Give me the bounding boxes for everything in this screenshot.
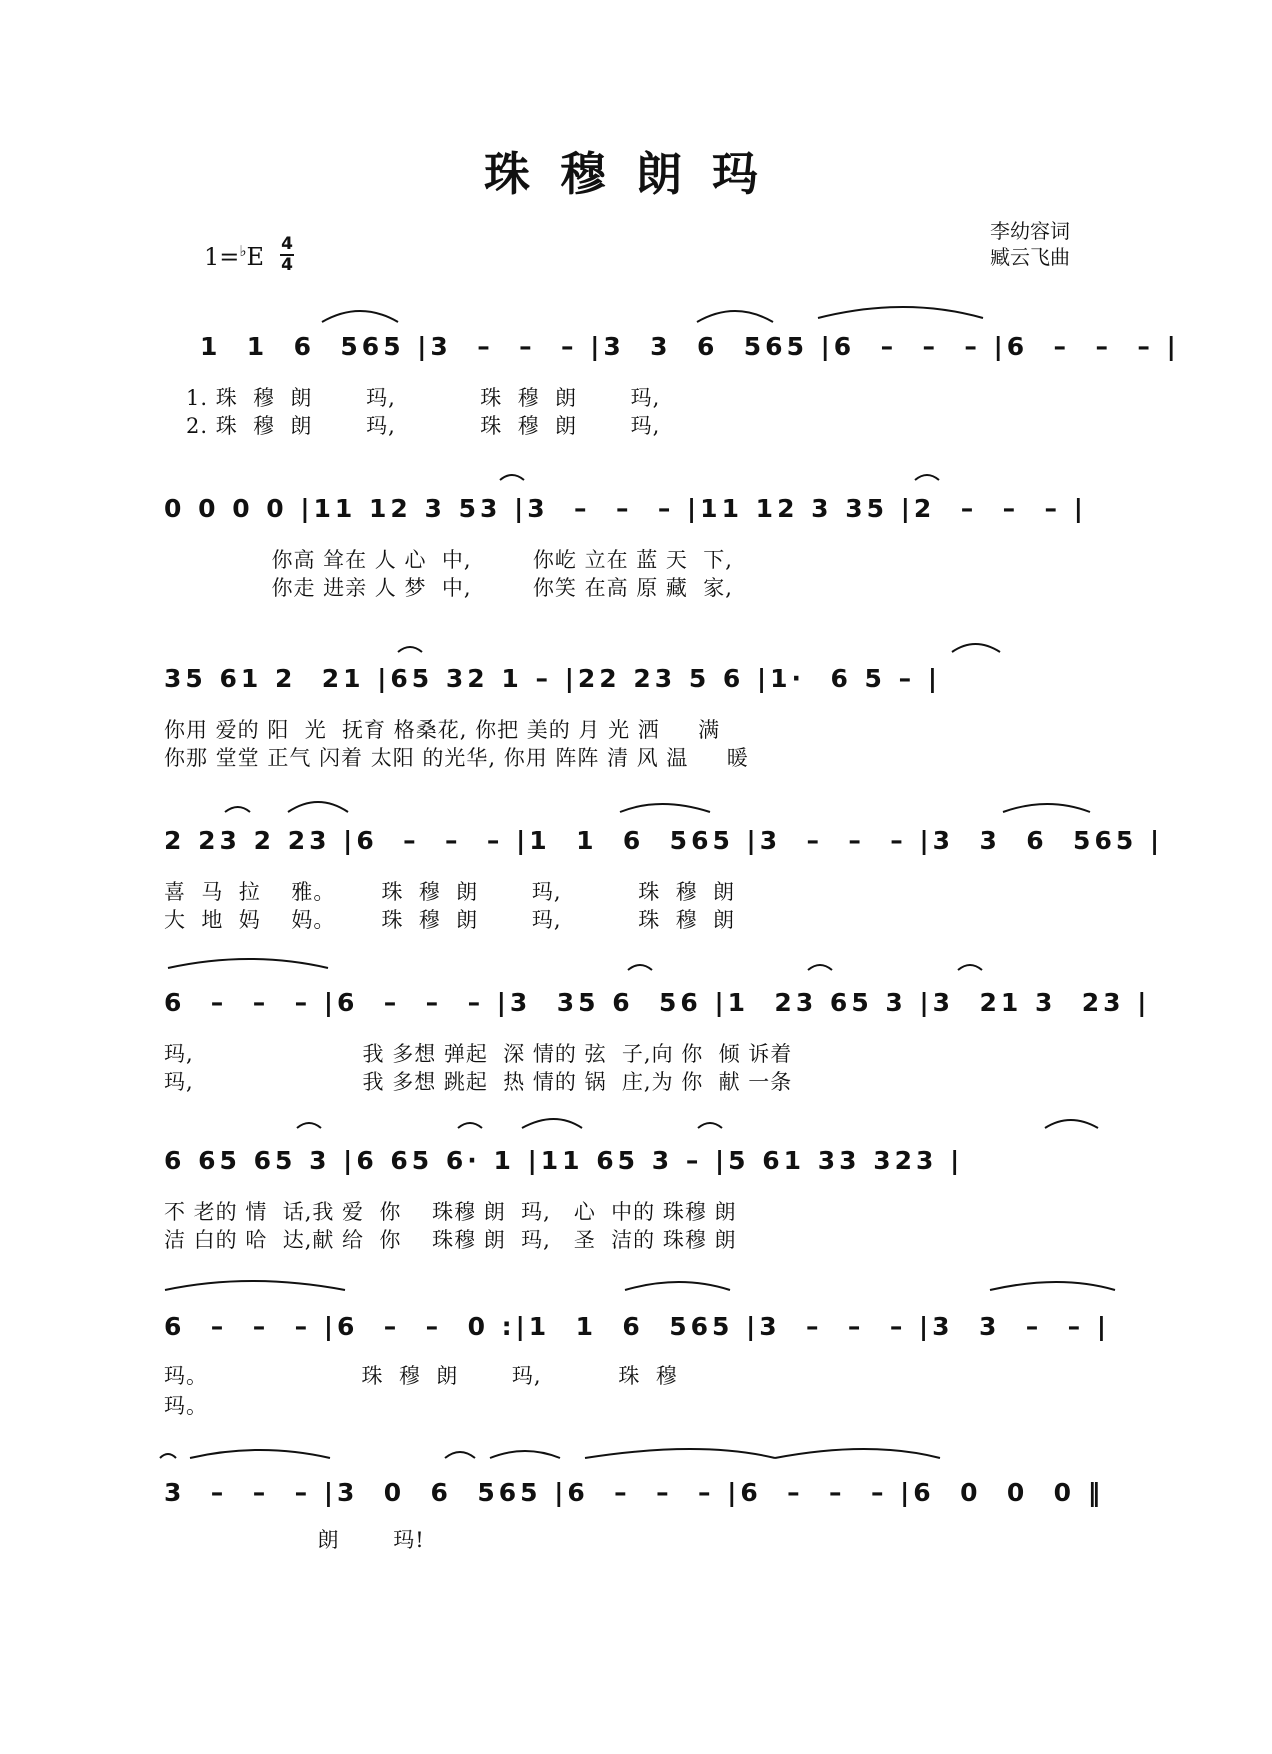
song-title: 珠穆朗玛 (484, 147, 788, 201)
slur (458, 1123, 482, 1128)
slur (288, 802, 348, 812)
slur (952, 644, 1000, 652)
slur (522, 1119, 582, 1128)
lyric-line-2-v2: 你走 进亲 人 梦 中, 你笑 在高 原 藏 家, (164, 576, 733, 600)
slur (168, 959, 328, 968)
time-signature-bottom: 4 (281, 255, 293, 275)
slur (500, 475, 524, 480)
lyric-line-3-v2: 你那 堂堂 正气 闪着 太阳 的光华, 你用 阵阵 清 风 温 暖 (164, 746, 749, 770)
lyric-line-7-v2: 玛。 (164, 1394, 208, 1418)
slur (697, 311, 773, 322)
lyric-line-2-v1: 你高 耸在 人 心 中, 你屹 立在 蓝 天 下, (164, 548, 733, 572)
slur (190, 1450, 330, 1458)
notes-line-6: 6 65 65 3 |6 65 6· 1 |11 65 3 – |5 61 33 323 | (164, 1146, 964, 1175)
lyric-line-1-v1: 1. 珠 穆 朗 玛, 珠 穆 朗 玛, (186, 386, 661, 410)
slur (698, 1123, 722, 1128)
slur (297, 1123, 321, 1128)
lyric-line-8-v1: 朗 玛! (164, 1528, 425, 1552)
slur (628, 965, 652, 970)
lyric-line-4-v2: 大 地 妈 妈。 珠 穆 朗 玛, 珠 穆 朗 (164, 908, 736, 932)
slur (775, 1449, 940, 1458)
lyric-line-5-v1: 玛, 我 多想 弹起 深 情的 弦 子,向 你 倾 诉着 (164, 1042, 793, 1066)
composer: 臧云飞曲 (990, 245, 1070, 269)
slur (445, 1452, 475, 1458)
slur (915, 475, 939, 480)
flat-sign: ♭ (239, 242, 247, 260)
slur (625, 1282, 730, 1290)
lyric-line-6-v1: 不 老的 情 话,我 爱 你 珠穆 朗 玛, 心 中的 珠穆 朗 (164, 1200, 737, 1224)
slur (818, 307, 983, 318)
slur (165, 1281, 345, 1290)
lyric-line-1-v2: 2. 珠 穆 朗 玛, 珠 穆 朗 玛, (186, 414, 661, 438)
slur (225, 807, 250, 812)
notes-line-3: 35 61 2 21 |65 32 1 – |22 23 5 6 |1· 6 5 – | (164, 664, 941, 693)
time-signature-top: 4 (281, 234, 293, 254)
lyric-line-6-v2: 洁 白的 哈 达,献 给 你 珠穆 朗 玛, 圣 洁的 珠穆 朗 (164, 1228, 737, 1252)
notes-line-8: 3 – – – |3 0 6 565 |6 – – – |6 – – – |6 0 0 0 ‖ (164, 1478, 1105, 1507)
notes-line-5: 6 – – – |6 – – – |3 35 6 56 |1 23 65 3 |3 21 3 23 | (164, 988, 1151, 1017)
notes-line-1: 1 1 6 565 |3 – – – |3 3 6 565 |6 – – – |6 – – – | (200, 332, 1180, 361)
slur (160, 1454, 176, 1458)
notes-line-4: 2 23 2 23 |6 – – – |1 1 6 565 |3 – – – |3 3 6 565 | (164, 826, 1164, 855)
notes-line-7: 6 – – – |6 – – 0 :|1 1 6 565 |3 – – – |3 3 – – | (164, 1312, 1111, 1341)
slur (398, 647, 422, 652)
slur (808, 965, 832, 970)
lyric-line-3-v1: 你用 爱的 阳 光 抚育 格桑花, 你把 美的 月 光 洒 满 (164, 718, 721, 742)
slur (585, 1449, 775, 1458)
lyric-line-5-v2: 玛, 我 多想 跳起 热 情的 锅 庄,为 你 献 一条 (164, 1070, 793, 1094)
slur (1003, 804, 1090, 812)
slur (620, 804, 710, 812)
lyric-line-4-v1: 喜 马 拉 雅。 珠 穆 朗 玛, 珠 穆 朗 (164, 880, 736, 904)
slur (490, 1451, 560, 1458)
key-note: E (246, 243, 264, 271)
slur (322, 311, 398, 322)
notes-line-2: 0 0 0 0 |11 12 3 53 |3 – – – |11 12 3 35 |2 – – – | (164, 494, 1087, 523)
slur (990, 1282, 1115, 1290)
lyricist: 李幼容词 (990, 219, 1070, 243)
slur (958, 965, 982, 970)
key-prefix: 1= (204, 243, 240, 271)
slur (1045, 1120, 1098, 1128)
lyric-line-7-v1: 玛。 珠 穆 朗 玛, 珠 穆 (164, 1364, 678, 1388)
